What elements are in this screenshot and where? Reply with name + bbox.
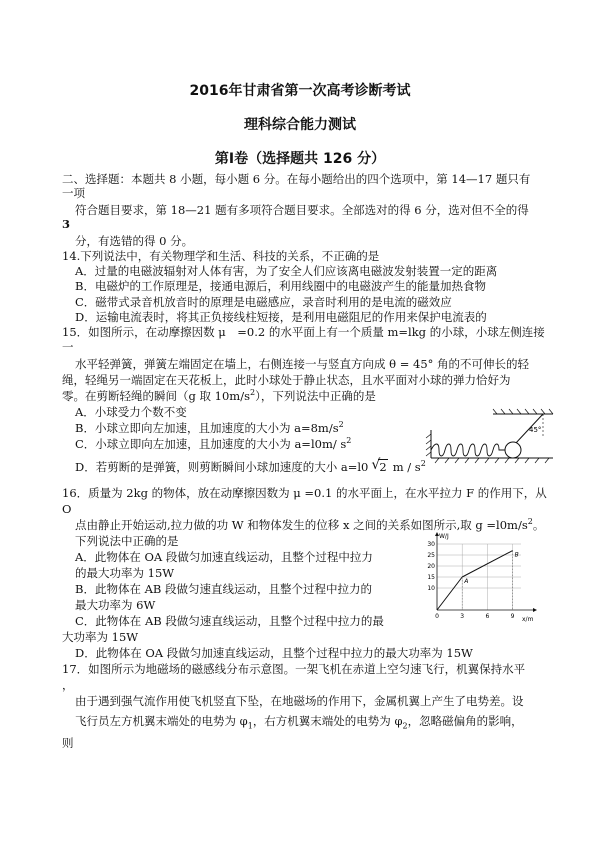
q15-option-d: D．若剪断的是弹簧，则剪断瞬间小球加速度的大小 a=l0 √ 2 m / $s^2$ xyxy=(75,457,426,474)
exam-subtitle: 理科综合能力测试 xyxy=(244,117,356,133)
exam-title: 2016年甘肃省第一次高考诊断考试 xyxy=(189,83,411,99)
series-segment xyxy=(437,577,462,610)
q14-option-b: B．电磁炉的工作原理是，接通电源后，利用线圈中的电磁波产生的能量加热食物 xyxy=(75,279,486,293)
section-title: 第Ⅰ卷（选择题共 126 分） xyxy=(214,151,386,167)
y-axis-label: W/J xyxy=(439,533,449,540)
y-tick-label: 15 xyxy=(427,574,435,581)
instructions-line-2: 一项 xyxy=(62,186,85,200)
q17-line-5: 则 xyxy=(62,736,74,750)
q17-line-2: ， xyxy=(62,678,74,692)
q15-line-5: 零。在剪断轻绳的瞬间（g 取 $10m/s^2$），下列说法中正确的是 xyxy=(62,388,376,403)
q16-line-4: 下列说法中正确的是 xyxy=(75,534,179,548)
x-tick-label: 6 xyxy=(485,613,490,620)
q17-line-1: 17．如图所示为地磁场的磁感线分布示意图。一架飞机在赤道上空匀速飞行，机翼保持水平 xyxy=(62,662,526,676)
point-label-a: A xyxy=(464,578,469,585)
q16-option-a-1: A．此物体在 OA 段做匀加速直线运动，且整个过程中拉力 xyxy=(75,550,373,564)
q14-option-d: D．运输电流表时，将其正负接线柱短接，是利用电磁阻尼的作用来保护电流表的 xyxy=(75,310,487,324)
work-displacement-chart xyxy=(415,530,540,622)
y-tick-label: 30 xyxy=(427,541,435,548)
y-tick-label: 10 xyxy=(427,585,435,592)
y-tick-label: 20 xyxy=(427,563,435,570)
q16-line-1: 16．质量为 2kg 的物体，放在动摩擦因数为 μ =0.1 的水平面上，在水平拉力 F 的作用下，从 xyxy=(62,486,547,500)
x-tick-label: 0 xyxy=(435,613,439,620)
q16-option-b-2: 最大功率为 6W xyxy=(75,598,156,612)
q16-option-c-2: 大功率为 15W xyxy=(62,630,139,644)
q16-option-c-1: C．此物体在 AB 段做匀速直线运动，且整个过程中拉力的最 xyxy=(75,614,384,628)
instructions-line-4: 3 xyxy=(62,217,71,231)
y-tick-label: 25 xyxy=(427,552,435,559)
q16-line-3: 点由静止开始运动,拉力做的功 W 和物体发生的位移 x 之间的关系如图所示,取 $g =l0m/s^2$。 xyxy=(75,517,545,532)
q14-option-a: A．过量的电磁波辐射对人体有害，为了安全人们应该离电磁波发射装置一定的距离 xyxy=(75,264,498,278)
instructions-line-1: 二、选择题：本题共 8 小题，每小题 6 分。在每小题给出的四个选项中，第 14—17 题只有 xyxy=(62,172,531,186)
spring-ball-figure xyxy=(425,408,555,468)
q15-line-2: 一 xyxy=(62,340,74,354)
q14-stem: 14.下列说法中，有关物理学和生活、科技的关系，不正确的是 xyxy=(62,249,380,263)
q17-line-4: 飞行员左方机翼末端处的电势为 $\varphi_1$，右方机翼末端处的电势为 $\varphi_2$，忽略磁偏角的影响， xyxy=(75,714,523,731)
q14-option-c: C．磁带式录音机放音时的原理是电磁感应，录音时利用的是电流的磁效应 xyxy=(75,295,452,309)
q16-option-d: D．此物体在 OA 段做匀加速直线运动，且整个过程中拉力的最大功率为 15W xyxy=(75,646,473,660)
q15-option-a: A．小球受力个数不变 xyxy=(75,405,187,419)
q16-option-a-2: 的最大功率为 15W xyxy=(75,566,175,580)
q15-option-b: B．小球立即向左加速，且加速度的大小为 $a=8m/s^2$ xyxy=(75,420,344,435)
q15-line-3: 水平轻弹簧，弹簧左端固定在墙上，右侧连接一与竖直方向成 θ = 45° 角的不可伸长的轻 xyxy=(75,357,530,371)
x-tick-label: 9 xyxy=(510,613,515,620)
q15-option-c: C．小球立即向左加速，且加速度的大小为 a=l0m/ $s^2$ xyxy=(75,436,352,451)
x-axis-label: x/m xyxy=(522,616,534,622)
q16-option-b-1: B．此物体在 AB 段做匀速直线运动，且整个过程中拉力的 xyxy=(75,582,373,596)
angle-label: 45° xyxy=(529,426,542,434)
q17-line-3: 由于遇到强气流作用使飞机竖直下坠，在地磁场的作用下，金属机翼上产生了电势差。设 xyxy=(75,694,524,708)
q16-line-2: O xyxy=(62,502,72,516)
q15-line-4: 绳，轻绳另一端固定在天花板上，此时小球处于静止状态，且水平面对小球的弹力恰好为 xyxy=(62,373,511,387)
point-label-b: B xyxy=(514,551,519,559)
instructions-line-3: 符合题目要求，第 18—21 题有多项符合题目要求。全部选对的得 6 分，选对但不全的得 xyxy=(75,203,529,217)
instructions-line-5: 分，有选错的得 0 分。 xyxy=(75,234,194,248)
q15-line-1: 15．如图所示，在动摩擦因数 μ =0.2 的水平面上有一个质量 m=lkg 的小球，小球左侧连接 xyxy=(62,325,545,339)
x-tick-label: 3 xyxy=(460,613,465,620)
